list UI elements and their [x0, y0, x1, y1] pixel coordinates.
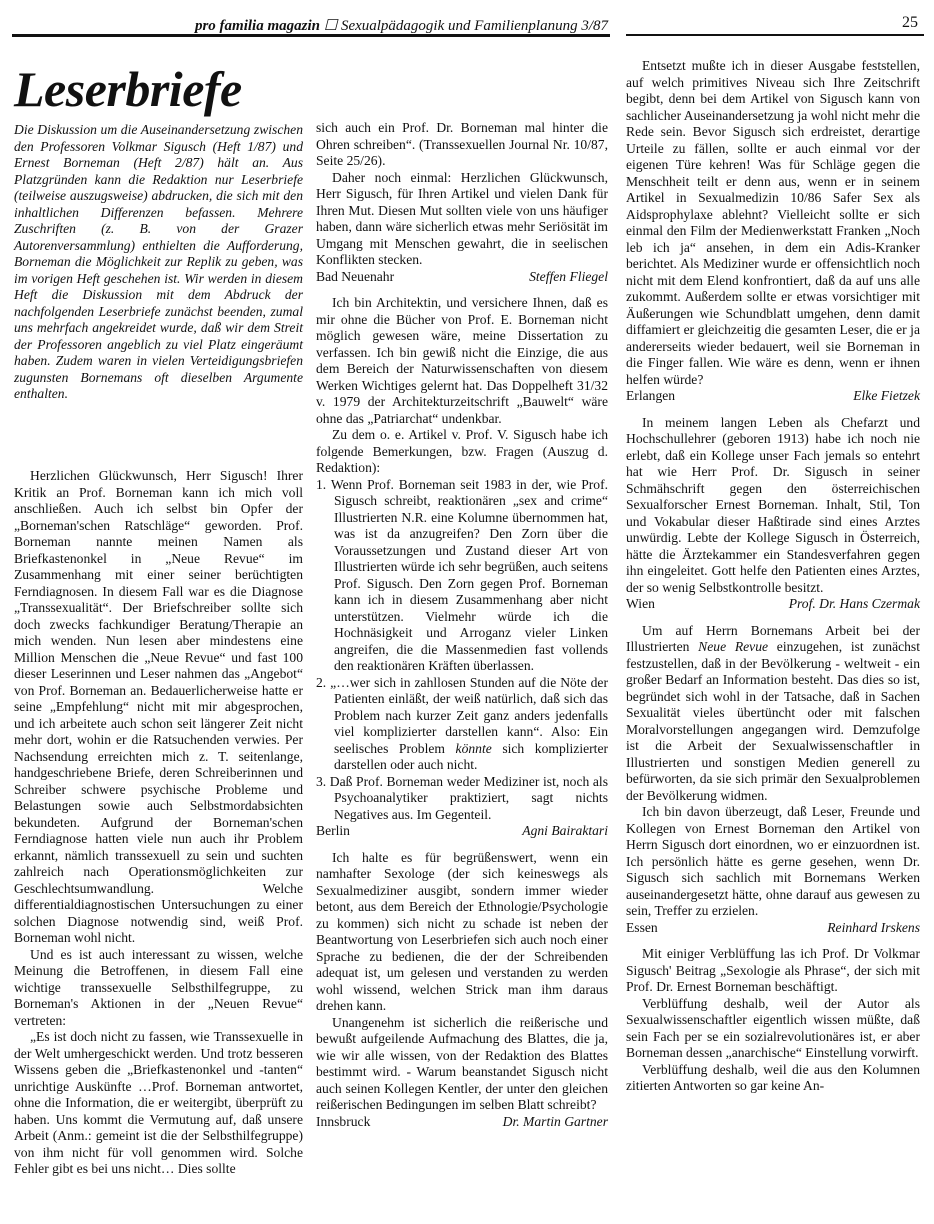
letter-paragraph: Entsetzt mußte ich in dieser Ausgabe feststellen, auf welch primitives Niveau sich Ihre Zeitschrift begibt, denn bei dem Artikel von Sigusch kann von sachlicher Auseinandersetzung ja wohl nicht mehr die Rede sein. Bevor Sigusch sich erdreistet, derartige Urteile zu fällen, sollte er auch einmal vor der eigenen Türe kehren! Was für Schläge gegen die Menschheit teilt er denn aus, wenn er in seinem Artikel in Sexualmedizin 10/86 Safer Sex als Aidsprophylaxe ablehnt? Vielleicht sollte er sich einmal den Film der Medienwerkstatt Franken „Noch leb ich ja“ ansehen, in dem ein Adis-Kranker berichtet. Als Mediziner wurde er offensichtlich noch nicht mit dem Elend konfrontiert, daß da auf uns alle zukommt. Außerdem sollte er etwas vorsichtiger mit Äußerungen wie Schundblatt umgehen, denn damit diffamiert er gleichzeitig die gesamten Leser, die er ja andererseits wieder bedauert, weil sie Borneman in die Finger fallen. Wie wäre es denn, wenn er ihnen helfen würde? [626, 58, 920, 387]
signature-place: Wien [626, 596, 655, 611]
emphasis-text: Neue Revue [698, 639, 769, 654]
signature-place: Berlin [316, 823, 350, 838]
letter-paragraph: Unangenehm ist sicherlich die reißerische und bewußt aufgeilende Aufmachung des Blattes, die ja, wie wir alle wissen, von der Redaktion des Blattes bestimmt wird. - Warum beanstandet Sigusch nicht auch seinen Kollegen Kentler, der unter den gleichen reißerischen Bedingungen im selben Blatt schreibt? [316, 1014, 608, 1112]
running-title [195, 16, 608, 35]
page-header [12, 14, 924, 36]
list-item: 3. Daß Prof. Borneman weder Mediziner ist, noch als Psychoanalytiker praktiziert, sagt nichts Negatives aus. Im Gegenteil. [316, 773, 608, 822]
list-item [316, 675, 608, 774]
letter-paragraph: Ich bin Architektin, und versichere Ihnen, daß es mir ohne die Bücher von Prof. E. Borneman nicht möglich gewesen wäre, meine Dissertation zu verfassen. Ich bin gewiß nicht die Einzige, die aus dem Bereich der Naturwissenschaften von diesem Werken Wichtiges gelernt hat. Das Doppelheft 31/32 v. 1979 der Architekturzeitschrift „Bauwelt“ wäre ohne das „Patriarchat“ undenkbar. [316, 295, 608, 426]
signature-place: Erlangen [626, 388, 676, 403]
letter-paragraph: Zu dem o. e. Artikel v. Prof. V. Sigusch habe ich folgende Bemerkungen, bzw. Fragen (Auszug d. Redaktion): [316, 427, 608, 475]
paragraph-text: Um auf Herrn Bornemans Arbeit bei der Illustrierten [626, 622, 920, 654]
header-rule-right [626, 34, 924, 36]
letter-signature [626, 388, 920, 405]
signature-name: Agni Bairaktari [522, 823, 608, 838]
magazine-name: pro familia magazin [194, 18, 320, 34]
letter-paragraph: In meinem langen Leben als Chefarzt und Hochschullehrer (geboren 1913) habe ich noch nie erlebt, daß ein Kollege unser Fach jemals so entehrt hat wie Herr Prof. Dr. Sigusch in seiner Schmähschrift gegen den österreichischen Sexualforscher Ernest Borneman. Inhalt, Stil, Ton und Vokabular dieser Haßtirade sind eines Arztes unwürdig. Lebte der Kollege Sigusch in Österreich, hätte die Ärztekammer ein Standesverfahren gegen ihn eingeleitet. Gott helfe den Patienten eines Arztes, der so wenig Selbstkontrolle besitzt. [626, 414, 920, 595]
column-2 [316, 120, 608, 1140]
letter-signature [626, 596, 920, 613]
letter-signature [316, 1114, 608, 1131]
header-rule [12, 34, 610, 37]
emphasis-text: könnte [455, 740, 492, 756]
column-1 [14, 468, 303, 1178]
signature-name: Prof. Dr. Hans Czermak [788, 596, 920, 611]
column-3 [626, 58, 920, 1095]
letter-signature [316, 269, 608, 286]
page-number: 25 [902, 14, 918, 31]
letter-paragraph: Daher noch einmal: Herzlichen Glückwunsch, Herr Sigusch, für Ihren Artikel und vielen Dank für Ihren Mut. Diesen Mut sollten viele von uns häufiger haben, dann wäre sicherlich etwas mehr Seriösität im Umgang mit Menschen gewahrt, die in seelischen Konflikten stecken. [316, 169, 608, 267]
signature-name: Elke Fietzek [853, 388, 920, 403]
editorial-intro: Die Diskussion um die Auseinandersetzung zwischen den Professoren Volkmar Sigusch (Heft 1/87) und Ernest Borneman (Heft 2/87) hält an. Aus Platzgründen kann die Redaktion nur Leserbriefe (teilweise auszugsweise) abdrucken, die sich mit den inhaltlichen Differenzen befassen. Mehrere Zuschriften (z. B. von der Grazer Autorenversammlung) enthielten die Aufforderung, Borneman die Möglichkeit zur Replik zu geben, was im vorigen Heft geschehen ist. Wir werden in diesem Heft die Diskussion mit dem Abdruck der nachfolgenden Leserbriefe zunächst beenden, zumal uns mehrfach angekreidet wurde, daß wir dem Streit der Professoren angeblich zu viel Platz eingeräumt haben. Zudem waren in vielen Verteidigungsbriefen zugunsten Bornemans oft dieselben Argumente enthalten. [14, 122, 303, 401]
letter-paragraph: Herzlichen Glückwunsch, Herr Sigusch! Ihrer Kritik an Prof. Borneman kann ich mich voll anschließen. Auch ich selbst bin Opfer der „Borneman'schen Ratschläge“ geworden. Prof. Borneman nannte meinen Namen als Briefkastenonkel in „Neue Revue“ im Zusammenhang mit einer seiner berüchtigten Ferndiagnosen. In diesem Fall war es die Diagnose „Transsexualität“. Der Briefschreiber sollte sich doch zwecks fachkundiger Beratung/Therapie an mich wenden. Nun lesen aber mindestens eine Million Menschen die „Neue Revue“ und fast 100 dieser Leserinnen und Leser nahmen das „Angebot“ von Prof. Borneman an. Bedauerlicherweise hatte er seine „Empfehlung“ nicht mit mir abgesprochen, und ich arbeitete auch schon seit längerer Zeit nicht mehr dort, wohin er die Ratsuchenden verwies. Per Nachsendung erreichten mich z. T. seitenlange, handgeschriebene Briefe, deren Schreiberinnen und Schreiber schwere psychische Probleme und Belastungen sowie auch Selbstmordabsichten bekundeten. Aufgrund der Borneman'schen Ferndiagnose hatten viele nun auch ihr Problem erkannt, nämlich transsexuell zu sein und suchten zahlreich nach Operationsmöglichkeiten zur Geschlechtsumwandlung. Welche differentialdiagnostischen Untersuchungen zu einer solchen Diagnose notwendig sind, weiß Prof. Borneman wohl nicht. [14, 468, 303, 945]
letter-paragraph: sich auch ein Prof. Dr. Borneman mal hinter die Ohren schreiben“. (Transsexuellen Journal Nr. 10/87, Seite 25/26). [316, 120, 608, 168]
list-item: 1. Wenn Prof. Borneman seit 1983 in der, wie Prof. Sigusch schreibt, reaktionären „sex and crime“ Illustrierten N.R. eine Kolumne übernommen hat, was ist da anzugreifen? Den Zorn über die Voraussetzungen und Zustand dieser Art von Illustrierten würde ich sehr begrüßen, auch seitens Prof. Sigusch. Den Zorn gegen Prof. Borneman kann ich in diesem Zusammenhang aber nicht unterstützen. Vielmehr würde ich die Hochnäsigkeit und Arroganz vieler Linken angreifen, die die Massenmedien fast vollends den reaktionären Kräften überlassen. [316, 476, 608, 673]
page-title: Leserbriefe [14, 61, 242, 117]
letter-paragraph: Verblüffung deshalb, weil der Autor als Sexualwissenschaftler eigentlich wissen müßte, daß sein Fach per se ein sozialrevolutionäres ist, er aber Borneman dessen „anarchische“ Einstellung vorwirft. [626, 995, 920, 1060]
letter-paragraph: Ich halte es für begrüßenswert, wenn ein namhafter Sexologe (der sich keineswegs als Sexualmediziner ausgibt, sondern immer wieder betont, aus dem Bereich der Ethnologie/Psychologie zu kommen) sich nicht zu schade ist neben der Beantwortung von Leserbriefen sich auch noch einer Sprache zu bedienen, die der der Schreibenden adequat ist, um gelesen und verstanden zu werden wohl wissend, welchen Strick man ihm daraus drehen kann. [316, 849, 608, 1013]
signature-name: Steffen Fliegel [529, 268, 608, 284]
letter-signature [626, 920, 920, 937]
signature-place: Innsbruck [316, 1113, 371, 1129]
letter-paragraph: Mit einiger Verblüffung las ich Prof. Dr Volkmar Sigusch' Beitrag „Sexologie als Phrase“, der sich mit Prof. Dr. Ernest Borneman beschäftigt. [626, 946, 920, 994]
signature-place: Essen [626, 919, 658, 935]
letter-paragraph: Ich bin davon überzeugt, daß Leser, Freunde und Kollegen von Ernest Borneman den Artikel von Herrn Sigusch dort einordnen, wo er einzuordnen ist. Ich persönlich hätte es gerne gesehen, wenn Dr. Sigusch sich sachlich mit Bornemans Werken auseinandergesetzt hätte, ohne darauf aus gewesen zu sein, Treffer zu erzielen. [626, 804, 920, 918]
signature-name: Dr. Martin Gartner [502, 1113, 608, 1129]
numbered-list [316, 477, 608, 824]
letter-paragraph [626, 623, 920, 805]
signature-place: Bad Neuenahr [316, 268, 395, 284]
letter-paragraph: „Es ist doch nicht zu fassen, wie Transsexuelle in der Welt umhergeschickt werden. Und trotz besseren Wissens geben die „Briefkastenonkel und -tanten“ unrichtige Auskünfte …Prof. Borneman antwortet, ohne die Information, die er weitergibt, überprüft zu haben. Uns kommt die Vermutung auf, daß unsere Arbeit (Anm.: gemeint ist die der Selbsthilfegruppe) von ihm nicht für voll genommen wird. Solche Fehler gibt es bei uns nicht… Dies sollte [14, 1029, 303, 1176]
section-title: ☐ Sexualpädagogik und Familienplanung 3/87 [320, 18, 608, 34]
paragraph-text: einzugehen, ist zunächst festzustellen, daß in der Bevölkerung - weltweit - ein großer Bedarf an Information besteht. Das dies so ist, begründet sich wohl in der Tatsache, daß in Sachen Sexualität vieles übertüncht oder mit falschen Moralvorstellungen angegangen wird. Demzufolge ist die Arbeit der Sexualwissenschaftler in Illustrierten und sonstigen Medien generell zu befürworten, da sie sich primär den Sexualproblemen der Bevölkerung widmen. [626, 639, 920, 803]
letter-paragraph: Und es ist auch interessant zu wissen, welche Meinung die Betroffenen, in diesem Fall eine wichtige transsexuelle Selbsthilfegruppe, zu Borneman's Aktionen in der „Neuen Revue“ vertreten: [14, 946, 303, 1028]
list-item-text: sich komplizierter darstellen oder auch nicht. [334, 740, 609, 772]
signature-name: Reinhard Irskens [827, 919, 920, 935]
list-item-text: 2. „…wer sich in zahllosen Stunden auf die Nöte der Patienten einläßt, der weiß natürlich, daß sich das Problem nach kurzer Zeit ganz anders jedenfalls viel komplizierter darstellen kann“. Also: Ein seelisches Problem [316, 674, 608, 756]
letter-signature [316, 823, 608, 840]
letter-paragraph: Verblüffung deshalb, weil die aus den Kolumnen zitierten Antworten so gar keine An- [626, 1061, 920, 1093]
